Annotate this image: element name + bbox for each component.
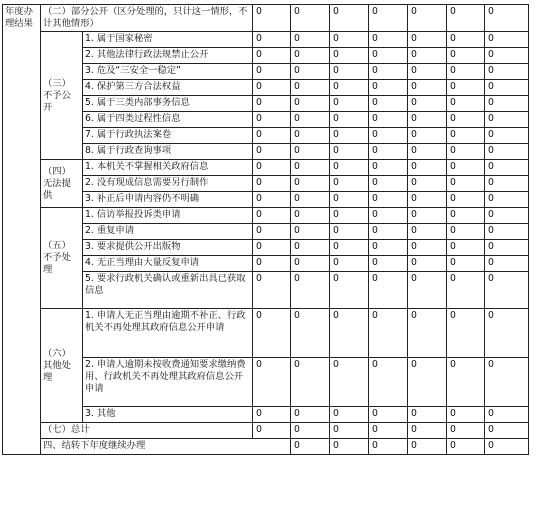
table-cell: 0 [253,64,291,80]
table-cell: 0 [369,32,408,48]
table-cell: 0 [408,358,447,407]
item-label: 2. 重复申请 [83,224,253,240]
group-label-cannot-provide: （四）无法提供 [41,160,83,208]
group-label-partial: （二）部分公开（区分处理的，只计这一情形，不计其他情形） [41,5,253,32]
table-cell: 0 [253,176,291,192]
table-cell: 0 [447,64,485,80]
table-cell: 0 [485,256,529,272]
table-cell: 0 [408,5,447,32]
table-cell: 0 [253,224,291,240]
table-cell: 0 [369,192,408,208]
item-label: 1. 申请人无正当理由逾期不补正、行政机关不再处理其政府信息公开申请 [83,309,253,358]
table-cell: 0 [253,160,291,176]
table-cell: 0 [330,176,369,192]
item-label: 4. 无正当理由大量反复申请 [83,256,253,272]
table-cell: 0 [291,309,330,358]
table-cell: 0 [330,309,369,358]
table-cell: 0 [408,439,447,455]
table-cell: 0 [447,224,485,240]
item-label: 4. 保护第三方合法权益 [83,80,253,96]
table-cell: 0 [447,80,485,96]
table-cell: 0 [291,160,330,176]
table-cell: 0 [485,272,529,309]
table-cell: 0 [369,224,408,240]
table-cell: 0 [253,272,291,309]
table-cell: 0 [447,176,485,192]
table-cell: 0 [253,96,291,112]
table-cell: 0 [447,208,485,224]
table-cell: 0 [447,423,485,439]
table-cell: 0 [485,160,529,176]
table-cell: 0 [253,32,291,48]
table-cell: 0 [369,48,408,64]
table-cell: 0 [485,5,529,32]
table-cell: 0 [447,32,485,48]
table-cell: 0 [330,423,369,439]
table-cell: 0 [330,208,369,224]
table-cell: 0 [485,423,529,439]
table-cell: 0 [291,48,330,64]
table-cell: 0 [447,5,485,32]
item-label: 6. 属于四类过程性信息 [83,112,253,128]
table-cell: 0 [369,240,408,256]
table-cell: 0 [253,48,291,64]
table-cell: 0 [408,32,447,48]
table-cell: 0 [291,176,330,192]
table-cell: 0 [485,224,529,240]
table-cell: 0 [330,224,369,240]
table-cell: 0 [253,144,291,160]
table-cell: 0 [253,358,291,407]
table-cell: 0 [330,192,369,208]
table-cell: 0 [291,5,330,32]
table-cell: 0 [330,112,369,128]
table-cell: 0 [330,64,369,80]
table-cell: 0 [485,112,529,128]
table-cell: 0 [485,32,529,48]
table-cell: 0 [291,224,330,240]
table-cell: 0 [485,80,529,96]
item-label: 2. 其他法律行政法规禁止公开 [83,48,253,64]
table-cell: 0 [485,176,529,192]
table-cell: 0 [330,256,369,272]
table-cell: 0 [408,224,447,240]
table-cell: 0 [291,256,330,272]
table-cell: 0 [447,128,485,144]
table-cell: 0 [291,64,330,80]
table-cell: 0 [253,5,291,32]
table-cell: 0 [485,96,529,112]
table-cell: 0 [330,144,369,160]
item-label: 5. 属于三类内部事务信息 [83,96,253,112]
table-cell: 0 [253,192,291,208]
table-cell: 0 [330,80,369,96]
table-cell: 0 [408,256,447,272]
table-cell: 0 [291,240,330,256]
table-cell: 0 [291,423,330,439]
table-cell: 0 [369,128,408,144]
group-label-not-public: （三）不予公开 [41,32,83,160]
table-cell: 0 [369,256,408,272]
table-cell: 0 [369,80,408,96]
table-cell: 0 [485,407,529,423]
table-cell: 0 [330,5,369,32]
table-cell: 0 [485,192,529,208]
table-cell: 0 [485,309,529,358]
table-cell: 0 [447,439,485,455]
table-cell: 0 [291,32,330,48]
table-cell: 0 [369,309,408,358]
table-cell: 0 [369,144,408,160]
item-label: 2. 申请人逾期未按收费通知要求缴纳费用、行政机关不再处理其政府信息公开申请 [83,358,253,407]
table-cell: 0 [408,64,447,80]
table-cell: 0 [408,407,447,423]
table-cell: 0 [408,160,447,176]
table-cell: 0 [408,80,447,96]
group-label-not-processed: （五）不予处理 [41,208,83,309]
table-cell: 0 [447,240,485,256]
table-cell: 0 [485,144,529,160]
table-cell: 0 [291,407,330,423]
table-cell: 0 [369,439,408,455]
item-label: 2. 没有现成信息需要另行制作 [83,176,253,192]
table-cell: 0 [330,407,369,423]
table-cell: 0 [408,272,447,309]
table-cell: 0 [330,128,369,144]
item-label: 1. 本机关不掌握相关政府信息 [83,160,253,176]
table-cell: 0 [408,48,447,64]
table-cell: 0 [369,160,408,176]
table-cell: 0 [330,96,369,112]
table-cell: 0 [369,358,408,407]
group-label-other: （六）其他处理 [41,309,83,423]
table-cell: 0 [291,358,330,407]
table-cell: 0 [447,256,485,272]
table-cell: 0 [408,208,447,224]
table-cell: 0 [447,96,485,112]
table-cell: 0 [330,272,369,309]
table-cell: 0 [253,309,291,358]
table-cell: 0 [447,112,485,128]
table-cell: 0 [485,208,529,224]
table-cell: 0 [291,272,330,309]
table-cell: 0 [447,358,485,407]
table-cell: 0 [485,128,529,144]
table-cell: 0 [485,64,529,80]
table-cell: 0 [291,439,330,455]
table-cell: 0 [291,112,330,128]
table-cell: 0 [447,309,485,358]
table-cell: 0 [369,423,408,439]
table-cell: 0 [408,192,447,208]
item-label: 3. 补正后申请内容仍不明确 [83,192,253,208]
item-label: 3. 要求提供公开出版物 [83,240,253,256]
table-cell: 0 [369,208,408,224]
table-cell: 0 [408,144,447,160]
table-cell: 0 [253,208,291,224]
table-cell: 0 [253,128,291,144]
table-cell: 0 [447,160,485,176]
table-cell: 0 [330,358,369,407]
table-cell: 0 [291,80,330,96]
table-cell: 0 [447,272,485,309]
table-cell: 0 [291,192,330,208]
table-cell: 0 [291,208,330,224]
table-cell: 0 [369,5,408,32]
table-cell: 0 [291,144,330,160]
table-cell: 0 [485,439,529,455]
table-cell: 0 [369,96,408,112]
table-cell: 0 [485,358,529,407]
table-cell: 0 [408,240,447,256]
table-cell: 0 [369,272,408,309]
item-label: 3. 危及“三安全一稳定” [83,64,253,80]
group-label-total: （七）总计 [41,423,253,439]
item-label: 8. 属于行政查询事项 [83,144,253,160]
table-cell: 0 [253,407,291,423]
item-label: 1. 信访举报投诉类申请 [83,208,253,224]
table-cell: 0 [447,407,485,423]
table-cell: 0 [485,48,529,64]
table-cell: 0 [330,439,369,455]
table-cell: 0 [408,112,447,128]
table-cell: 0 [408,96,447,112]
table-cell: 0 [447,192,485,208]
table-cell: 0 [408,423,447,439]
item-label: 1. 属于国家秘密 [83,32,253,48]
table-cell: 0 [408,176,447,192]
table-cell: 0 [330,160,369,176]
table-cell: 0 [485,240,529,256]
item-label: 3. 其他 [83,407,253,423]
table-cell: 0 [330,32,369,48]
table-cell: 0 [253,240,291,256]
table-cell: 0 [291,128,330,144]
annual-result-label: 年度办理结果 [3,5,41,455]
table-cell: 0 [408,128,447,144]
table-cell: 0 [253,112,291,128]
table-cell: 0 [253,256,291,272]
table-cell: 0 [330,48,369,64]
table-cell: 0 [447,144,485,160]
table-cell: 0 [291,96,330,112]
table-cell: 0 [369,64,408,80]
table-cell: 0 [408,309,447,358]
item-label: 7. 属于行政执法案卷 [83,128,253,144]
table-cell: 0 [253,80,291,96]
table-cell: 0 [369,176,408,192]
table-cell: 0 [369,112,408,128]
table-cell: 0 [369,407,408,423]
item-label: 5. 要求行政机关确认或重新出具已获取信息 [83,272,253,309]
disclosure-results-table [2,4,529,455]
table-cell: 0 [447,48,485,64]
carry-over-label: 四、结转下年度继续办理 [41,439,291,455]
table-cell: 0 [330,240,369,256]
table-cell: 0 [253,423,291,439]
